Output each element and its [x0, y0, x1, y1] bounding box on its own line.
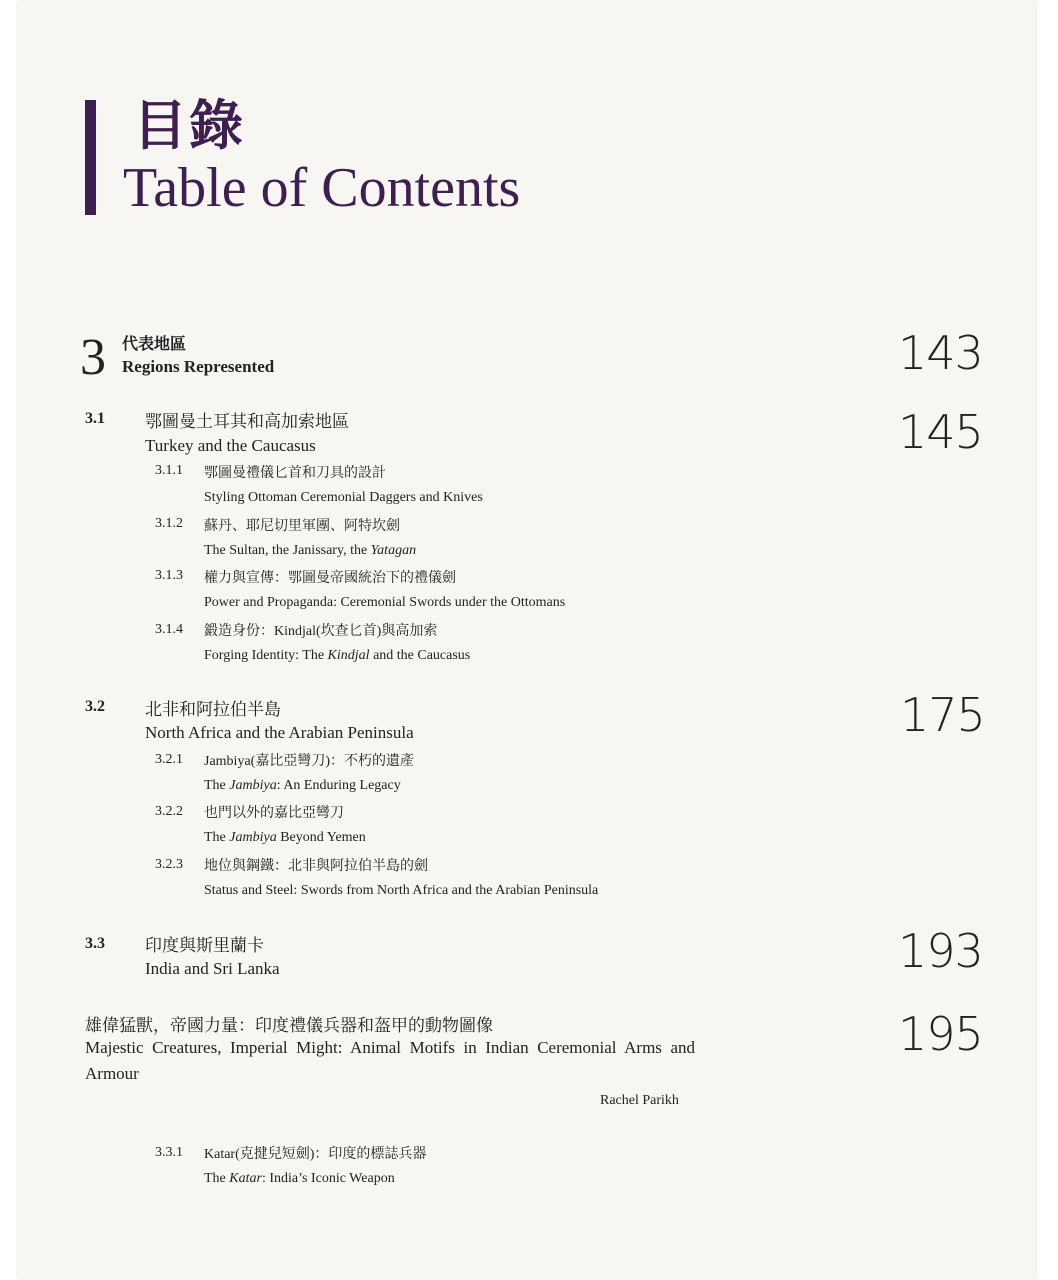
subsection-title-zh: 權力與宣傳：鄂圖曼帝國統治下的禮儀劍: [204, 571, 456, 586]
section-title-zh: 鄂圖曼土耳其和高加索地區: [145, 412, 349, 431]
section-number: 3.1: [85, 410, 105, 427]
chapter-page-number: 143: [898, 326, 983, 380]
section-title-zh: 印度與斯里蘭卡: [145, 936, 264, 955]
essay-title-zh: 雄偉猛獸，帝國力量：印度禮儀兵器和盔甲的動物圖像: [85, 1016, 493, 1035]
subsection-number: 3.1.3: [155, 568, 183, 583]
section-number: 3.3: [85, 935, 105, 952]
subsection-number: 3.1.2: [155, 516, 183, 531]
essay-page-number: 195: [898, 1007, 983, 1061]
subsection-title-zh: 鍛造身份：Kindjal(坎查匕首)與高加索: [204, 624, 438, 639]
section-title-en: India and Sri Lanka: [145, 959, 280, 978]
subsection-title-zh: Katar(克揵兒短劍)：印度的標誌兵器: [204, 1147, 427, 1162]
subsection-title-en: Power and Propaganda: Ceremonial Swords under the Ottomans: [204, 595, 566, 610]
subsection-title-en: Styling Ottoman Ceremonial Daggers and Knives: [204, 490, 483, 505]
subsection-number: 3.2.1: [155, 752, 183, 767]
essay-author: Rachel Parikh: [600, 1093, 679, 1108]
subsection-title-en: Status and Steel: Swords from North Africa and the Arabian Peninsula: [204, 883, 599, 898]
subsection-title-zh: 地位與鋼鐵：北非與阿拉伯半島的劍: [204, 859, 428, 874]
subsection-number: 3.2.2: [155, 804, 183, 819]
chapter-title-zh: 代表地區: [122, 336, 187, 353]
subsection-number: 3.1.4: [155, 622, 183, 637]
subsection-title-en: The Sultan, the Janissary, the Yatagan: [204, 543, 417, 558]
subsection-title-en: The Jambiya Beyond Yemen: [204, 830, 366, 845]
subsection-number: 3.1.1: [155, 463, 183, 478]
section-title-en: Turkey and the Caucasus: [145, 436, 316, 455]
subsection-number: 3.3.1: [155, 1145, 183, 1160]
title-english: Table of Contents: [123, 157, 521, 219]
section-title-zh: 北非和阿拉伯半島: [145, 700, 281, 719]
subsection-title-en: The Katar: India’s Iconic Weapon: [204, 1171, 395, 1186]
subsection-title-zh: 也門以外的嘉比亞彎刀: [204, 806, 344, 821]
section-page-number: 193: [898, 924, 983, 978]
subsection-title-zh: Jambiya(嘉比亞彎刀)：不朽的遺產: [204, 754, 414, 769]
section-page-number: 175: [900, 688, 985, 742]
section-number: 3.2: [85, 698, 105, 715]
section-page-number: 145: [898, 405, 983, 459]
subsection-title-en: The Jambiya: An Enduring Legacy: [204, 778, 401, 793]
chapter-title-en: Regions Represented: [122, 357, 275, 376]
chapter-number: 3: [80, 329, 106, 386]
title-chinese: 目錄: [133, 96, 245, 156]
subsection-number: 3.2.3: [155, 857, 183, 872]
subsection-title-zh: 蘇丹、耶尼切里軍團、阿特坎劍: [204, 519, 400, 534]
title-accent-bar: [85, 100, 96, 215]
section-title-en: North Africa and the Arabian Peninsula: [145, 723, 414, 742]
subsection-title-zh: 鄂圖曼禮儀匕首和刀具的設計: [204, 466, 386, 481]
subsection-title-en: Forging Identity: The Kindjal and the Caucasus: [204, 648, 471, 663]
essay-title-en: Majestic Creatures, Imperial Might: Animal Motifs in Indian Ceremonial Arms and Armour: [85, 1038, 695, 1083]
